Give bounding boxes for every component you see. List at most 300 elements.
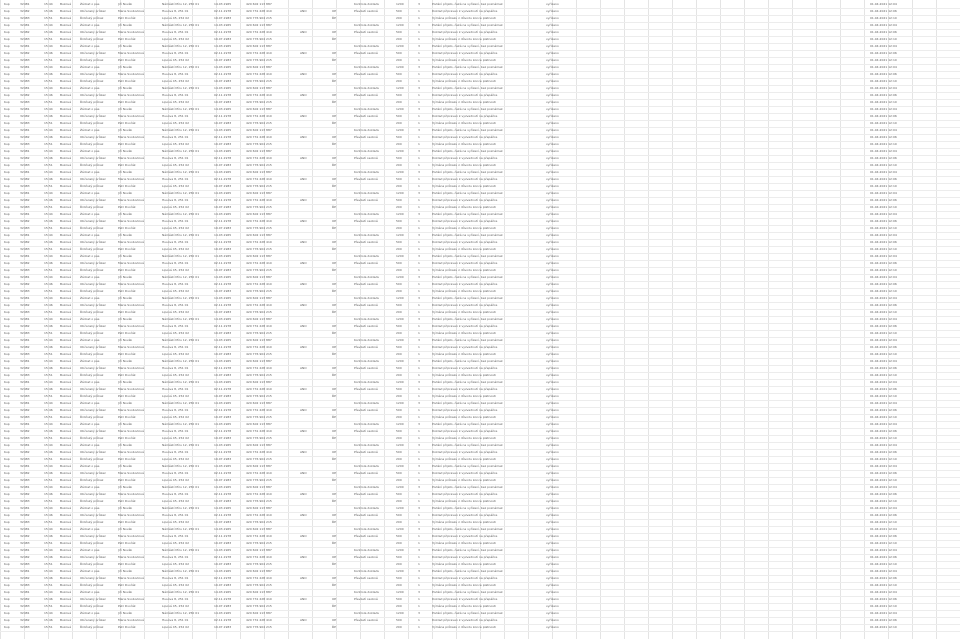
table-cell-tel[interactable]: 420 731 228 410: [246, 471, 272, 475]
table-cell-office[interactable]: Buková: [60, 394, 72, 398]
table-cell-address[interactable]: Lipová 45, 252 02: [162, 268, 190, 272]
table-cell-name[interactable]: Marie Svobodová: [118, 471, 144, 475]
table-cell-type[interactable]: Kup: [4, 233, 10, 237]
table-cell-amount[interactable]: 200: [396, 268, 402, 272]
table-cell-count[interactable]: 3: [418, 485, 420, 489]
table-cell-dob[interactable]: 14.03.1965: [214, 233, 232, 237]
table-cell-memo[interactable]: Doklad připraven k vyzvednutí na přepážce: [432, 240, 498, 244]
table-cell-count[interactable]: 1: [418, 303, 420, 307]
table-cell-note[interactable]: Převzetí osobně: [354, 114, 378, 118]
table-cell-address[interactable]: Náměstí Míru 12, 250 01: [162, 149, 200, 153]
table-cell-dob[interactable]: 19.07.1983: [214, 58, 232, 62]
table-cell-memo[interactable]: Doklad připraven k vyzvednutí na přepážce: [432, 51, 498, 55]
table-cell-count[interactable]: 3: [418, 359, 420, 363]
table-cell-note[interactable]: Převzetí osobně: [354, 408, 378, 412]
table-cell-tel[interactable]: 420 731 228 410: [246, 240, 272, 244]
table-cell-time[interactable]: 15:51: [44, 352, 53, 356]
table-cell-tel[interactable]: 420 731 228 410: [246, 492, 272, 496]
table-cell-time[interactable]: 15:46: [44, 429, 53, 433]
table-cell-office[interactable]: Buková: [60, 254, 72, 258]
table-cell-service[interactable]: Žádost o pas: [80, 44, 100, 48]
table-cell-doc[interactable]: OP: [332, 513, 337, 517]
table-cell-amount[interactable]: 1200: [396, 2, 404, 6]
table-cell-service[interactable]: Žádost o pas: [80, 65, 100, 69]
table-cell-status[interactable]: vyřízeno: [546, 72, 559, 76]
table-cell-amount[interactable]: 200: [396, 583, 402, 587]
table-cell-dob[interactable]: 19.07.1983: [214, 163, 232, 167]
table-cell-id[interactable]: 32483: [20, 79, 30, 83]
table-cell-service[interactable]: Řidičský průkaz: [80, 541, 104, 545]
table-cell-name[interactable]: Petr Dvořák: [118, 436, 136, 440]
table-cell-mark[interactable]: ANO: [300, 555, 307, 559]
table-cell-service[interactable]: Řidičský průkaz: [80, 394, 104, 398]
table-cell-doc[interactable]: OP: [332, 177, 337, 181]
table-cell-office[interactable]: Buková: [60, 324, 72, 328]
table-cell-tel[interactable]: 420 731 228 410: [246, 156, 272, 160]
table-cell-dob[interactable]: 14.03.1965: [214, 338, 232, 342]
table-cell-id[interactable]: 32482: [20, 51, 30, 55]
table-cell-memo[interactable]: Doklad připraven k vyzvednutí na přepážce: [432, 576, 498, 580]
table-cell-service[interactable]: Občanský průkaz: [80, 303, 106, 307]
table-cell-name[interactable]: Jiří Novák: [118, 422, 133, 426]
table-cell-note[interactable]: Kontrola dokladu: [354, 149, 380, 153]
table-cell-status[interactable]: vyřízeno: [546, 331, 559, 335]
table-cell-count[interactable]: 1: [418, 597, 420, 601]
table-cell-amount[interactable]: 200: [396, 625, 402, 629]
table-cell-address[interactable]: Náměstí Míru 12, 250 01: [162, 548, 200, 552]
table-cell-type[interactable]: Kup: [4, 310, 10, 314]
table-cell-note[interactable]: Kontrola dokladu: [354, 380, 380, 384]
table-cell-time[interactable]: 15:44: [44, 359, 53, 363]
table-cell-time[interactable]: 15:44: [44, 485, 53, 489]
table-cell-office[interactable]: Buková: [60, 212, 72, 216]
table-cell-memo[interactable]: Výměna průkazu z důvodu konce platnosti: [432, 436, 496, 440]
table-cell-type[interactable]: Kup: [4, 345, 10, 349]
table-cell-name[interactable]: Jiří Novák: [118, 212, 133, 216]
table-cell-memo[interactable]: Podání přijato, čeká na vyřízení, bez poznámek: [432, 86, 503, 90]
table-cell-status[interactable]: vyřízeno: [546, 23, 559, 27]
table-cell-service[interactable]: Žádost o pas: [80, 254, 100, 258]
table-cell-end[interactable]: 01.04.2021 12:06: [870, 576, 897, 580]
table-cell-tel[interactable]: 420 731 228 410: [246, 198, 272, 202]
table-cell-service[interactable]: Žádost o pas: [80, 86, 100, 90]
table-cell-name[interactable]: Petr Dvořák: [118, 16, 136, 20]
table-cell-time[interactable]: 15:44: [44, 86, 53, 90]
table-cell-tel[interactable]: 420 776 904 215: [246, 415, 272, 419]
table-cell-address[interactable]: Husova 8, 251 01: [162, 576, 189, 580]
table-cell-address[interactable]: Husova 8, 251 01: [162, 261, 189, 265]
table-cell-note[interactable]: Kontrola dokladu: [354, 212, 380, 216]
table-cell-status[interactable]: vyřízeno: [546, 233, 559, 237]
table-cell-note[interactable]: Kontrola dokladu: [354, 569, 380, 573]
table-cell-service[interactable]: Občanský průkaz: [80, 618, 106, 622]
table-cell-type[interactable]: Kup: [4, 51, 10, 55]
table-cell-count[interactable]: 3: [418, 611, 420, 615]
table-cell-count[interactable]: 3: [418, 548, 420, 552]
table-cell-service[interactable]: Občanský průkaz: [80, 198, 106, 202]
table-cell-tel[interactable]: 420 731 228 410: [246, 9, 272, 13]
table-cell-time[interactable]: 15:46: [44, 513, 53, 517]
table-cell-type[interactable]: Kup: [4, 471, 10, 475]
table-cell-service[interactable]: Žádost o pas: [80, 338, 100, 342]
table-cell-type[interactable]: Kup: [4, 359, 10, 363]
table-cell-tel[interactable]: 420 602 113 887: [246, 506, 272, 510]
table-cell-count[interactable]: 1: [418, 534, 420, 538]
table-cell-count[interactable]: 1: [418, 79, 420, 83]
table-cell-doc[interactable]: ŘP: [332, 499, 336, 503]
table-cell-amount[interactable]: 500: [396, 261, 402, 265]
table-cell-end[interactable]: 01.04.2021 12:10: [870, 184, 897, 188]
table-row[interactable]: [0, 583, 960, 588]
table-cell-service[interactable]: Žádost o pas: [80, 380, 100, 384]
table-cell-dob[interactable]: 19.07.1983: [214, 478, 232, 482]
table-row[interactable]: [0, 513, 960, 518]
table-cell-type[interactable]: Kup: [4, 72, 10, 76]
table-cell-service[interactable]: Řidičský průkaz: [80, 79, 104, 83]
table-cell-memo[interactable]: Výměna průkazu z důvodu konce platnosti: [432, 562, 496, 566]
table-cell-office[interactable]: Buková: [60, 611, 72, 615]
table-cell-type[interactable]: Kup: [4, 156, 10, 160]
table-cell-id[interactable]: 32483: [20, 310, 30, 314]
table-cell-doc[interactable]: OP: [332, 450, 337, 454]
table-cell-end[interactable]: 01.04.2021 12:04: [870, 569, 897, 573]
table-cell-memo[interactable]: Výměna průkazu z důvodu konce platnosti: [432, 310, 496, 314]
table-cell-dob[interactable]: 02.11.1978: [214, 156, 232, 160]
table-cell-memo[interactable]: Doklad připraven k vyzvednutí na přepážce: [432, 324, 498, 328]
table-cell-id[interactable]: 32482: [20, 555, 30, 559]
table-cell-type[interactable]: Kup: [4, 492, 10, 496]
table-cell-doc[interactable]: ŘP: [332, 184, 336, 188]
table-cell-tel[interactable]: 420 602 113 887: [246, 275, 272, 279]
table-cell-time[interactable]: 15:44: [44, 317, 53, 321]
table-cell-type[interactable]: Kup: [4, 366, 10, 370]
table-cell-end[interactable]: 01.04.2021 12:04: [870, 422, 897, 426]
table-cell-status[interactable]: vyřízeno: [546, 373, 559, 377]
table-cell-end[interactable]: 01.04.2021 12:04: [870, 170, 897, 174]
table-cell-type[interactable]: Kup: [4, 485, 10, 489]
table-cell-tel[interactable]: 420 602 113 887: [246, 254, 272, 258]
table-cell-id[interactable]: 32483: [20, 583, 30, 587]
table-cell-office[interactable]: Buková: [60, 534, 72, 538]
table-cell-amount[interactable]: 1200: [396, 401, 404, 405]
table-cell-end[interactable]: 01.04.2021 12:06: [870, 240, 897, 244]
table-cell-id[interactable]: 32483: [20, 541, 30, 545]
table-cell-dob[interactable]: 02.11.1978: [214, 219, 232, 223]
table-cell-tel[interactable]: 420 776 904 215: [246, 520, 272, 524]
table-cell-address[interactable]: Náměstí Míru 12, 250 01: [162, 317, 200, 321]
table-cell-id[interactable]: 32481: [20, 569, 30, 573]
table-cell-service[interactable]: Žádost o pas: [80, 128, 100, 132]
table-cell-dob[interactable]: 19.07.1983: [214, 520, 232, 524]
table-cell-end[interactable]: 01.04.2021 12:10: [870, 205, 897, 209]
table-cell-note[interactable]: Kontrola dokladu: [354, 422, 380, 426]
table-cell-id[interactable]: 32483: [20, 163, 30, 167]
table-cell-name[interactable]: Petr Dvořák: [118, 520, 136, 524]
table-cell-memo[interactable]: Výměna průkazu z důvodu konce platnosti: [432, 373, 496, 377]
table-row[interactable]: [0, 149, 960, 154]
table-cell-type[interactable]: Kup: [4, 205, 10, 209]
table-cell-time[interactable]: 15:51: [44, 184, 53, 188]
table-cell-memo[interactable]: Doklad připraven k vyzvednutí na přepážce: [432, 408, 498, 412]
table-cell-count[interactable]: 1: [418, 576, 420, 580]
table-cell-tel[interactable]: 420 602 113 887: [246, 359, 272, 363]
table-cell-note[interactable]: Převzetí osobně: [354, 534, 378, 538]
table-cell-mark[interactable]: ANO: [300, 387, 307, 391]
table-cell-note[interactable]: Kontrola dokladu: [354, 23, 380, 27]
table-cell-dob[interactable]: 19.07.1983: [214, 604, 232, 608]
table-cell-doc[interactable]: ŘP: [332, 247, 336, 251]
table-cell-memo[interactable]: Doklad připraven k vyzvednutí na přepážce: [432, 93, 498, 97]
table-cell-memo[interactable]: Výměna průkazu z důvodu konce platnosti: [432, 121, 496, 125]
table-cell-status[interactable]: vyřízeno: [546, 100, 559, 104]
table-cell-id[interactable]: 32481: [20, 296, 30, 300]
table-cell-name[interactable]: Marie Svobodová: [118, 219, 144, 223]
table-cell-amount[interactable]: 1200: [396, 23, 404, 27]
table-cell-status[interactable]: vyřízeno: [546, 625, 559, 629]
table-cell-count[interactable]: 1: [418, 121, 420, 125]
table-cell-count[interactable]: 3: [418, 380, 420, 384]
table-cell-name[interactable]: Marie Svobodová: [118, 513, 144, 517]
table-cell-tel[interactable]: 420 776 904 215: [246, 163, 272, 167]
table-cell-address[interactable]: Husova 8, 251 01: [162, 513, 189, 517]
table-cell-office[interactable]: Buková: [60, 471, 72, 475]
table-cell-end[interactable]: 01.04.2021 12:10: [870, 37, 897, 41]
table-cell-status[interactable]: vyřízeno: [546, 471, 559, 475]
table-cell-note[interactable]: Kontrola dokladu: [354, 44, 380, 48]
table-cell-status[interactable]: vyřízeno: [546, 128, 559, 132]
table-cell-count[interactable]: 1: [418, 72, 420, 76]
table-cell-memo[interactable]: Podání přijato, čeká na vyřízení, bez poznámek: [432, 611, 503, 615]
table-cell-office[interactable]: Buková: [60, 121, 72, 125]
table-cell-time[interactable]: 15:44: [44, 23, 53, 27]
table-cell-tel[interactable]: 420 776 904 215: [246, 58, 272, 62]
table-cell-doc[interactable]: ŘP: [332, 436, 336, 440]
table-cell-dob[interactable]: 02.11.1978: [214, 51, 232, 55]
table-cell-status[interactable]: vyřízeno: [546, 415, 559, 419]
table-cell-count[interactable]: 3: [418, 2, 420, 6]
table-row[interactable]: [0, 128, 960, 133]
table-cell-doc[interactable]: OP: [332, 135, 337, 139]
table-cell-time[interactable]: 15:44: [44, 401, 53, 405]
table-cell-time[interactable]: 15:46: [44, 261, 53, 265]
table-cell-address[interactable]: Husova 8, 251 01: [162, 135, 189, 139]
table-cell-end[interactable]: 01.04.2021 12:04: [870, 296, 897, 300]
table-cell-office[interactable]: Buková: [60, 303, 72, 307]
table-cell-address[interactable]: Husova 8, 251 01: [162, 51, 189, 55]
table-cell-note[interactable]: Převzetí osobně: [354, 597, 378, 601]
table-cell-dob[interactable]: 14.03.1965: [214, 296, 232, 300]
table-cell-type[interactable]: Kup: [4, 499, 10, 503]
table-cell-memo[interactable]: Výměna průkazu z důvodu konce platnosti: [432, 37, 496, 41]
table-cell-name[interactable]: Jiří Novák: [118, 296, 133, 300]
table-cell-service[interactable]: Žádost o pas: [80, 317, 100, 321]
table-cell-type[interactable]: Kup: [4, 247, 10, 251]
table-cell-type[interactable]: Kup: [4, 338, 10, 342]
table-cell-address[interactable]: Lipová 45, 252 02: [162, 100, 190, 104]
table-cell-name[interactable]: Jiří Novák: [118, 359, 133, 363]
table-cell-service[interactable]: Řidičský průkaz: [80, 100, 104, 104]
table-cell-amount[interactable]: 1200: [396, 212, 404, 216]
table-cell-end[interactable]: 01.04.2021 12:10: [870, 163, 897, 167]
table-cell-name[interactable]: Marie Svobodová: [118, 135, 144, 139]
table-cell-note[interactable]: Převzetí osobně: [354, 471, 378, 475]
table-cell-tel[interactable]: 420 731 228 410: [246, 261, 272, 265]
table-row[interactable]: [0, 219, 960, 224]
table-cell-memo[interactable]: Doklad připraven k vyzvednutí na přepážce: [432, 429, 498, 433]
table-cell-id[interactable]: 32483: [20, 247, 30, 251]
table-cell-count[interactable]: 1: [418, 135, 420, 139]
table-cell-tel[interactable]: 420 776 904 215: [246, 541, 272, 545]
table-cell-id[interactable]: 32483: [20, 457, 30, 461]
table-cell-address[interactable]: Lipová 45, 252 02: [162, 583, 190, 587]
table-cell-amount[interactable]: 200: [396, 352, 402, 356]
table-cell-count[interactable]: 1: [418, 373, 420, 377]
table-cell-address[interactable]: Lipová 45, 252 02: [162, 121, 190, 125]
table-cell-amount[interactable]: 500: [396, 30, 402, 34]
table-row[interactable]: [0, 331, 960, 336]
table-cell-office[interactable]: Buková: [60, 555, 72, 559]
table-cell-type[interactable]: Kup: [4, 2, 10, 6]
table-row[interactable]: [0, 401, 960, 406]
table-cell-amount[interactable]: 200: [396, 520, 402, 524]
table-cell-end[interactable]: 01.04.2021 12:10: [870, 562, 897, 566]
table-cell-memo[interactable]: Podání přijato, čeká na vyřízení, bez poznámek: [432, 191, 503, 195]
table-cell-type[interactable]: Kup: [4, 618, 10, 622]
table-cell-amount[interactable]: 500: [396, 576, 402, 580]
table-cell-count[interactable]: 1: [418, 345, 420, 349]
table-cell-count[interactable]: 3: [418, 107, 420, 111]
table-cell-address[interactable]: Náměstí Míru 12, 250 01: [162, 191, 200, 195]
table-cell-type[interactable]: Kup: [4, 331, 10, 335]
table-cell-dob[interactable]: 14.03.1965: [214, 23, 232, 27]
table-cell-count[interactable]: 1: [418, 352, 420, 356]
table-row[interactable]: [0, 156, 960, 161]
table-cell-name[interactable]: Petr Dvořák: [118, 58, 136, 62]
table-row[interactable]: [0, 520, 960, 525]
table-cell-id[interactable]: 32481: [20, 191, 30, 195]
table-cell-tel[interactable]: 420 731 228 410: [246, 30, 272, 34]
table-cell-memo[interactable]: Podání přijato, čeká na vyřízení, bez poznámek: [432, 233, 503, 237]
table-cell-office[interactable]: Buková: [60, 401, 72, 405]
table-cell-amount[interactable]: 200: [396, 499, 402, 503]
table-cell-status[interactable]: vyřízeno: [546, 478, 559, 482]
table-cell-amount[interactable]: 1200: [396, 128, 404, 132]
table-cell-time[interactable]: 15:51: [44, 58, 53, 62]
table-cell-count[interactable]: 3: [418, 443, 420, 447]
table-row[interactable]: [0, 625, 960, 630]
table-row[interactable]: [0, 450, 960, 455]
table-cell-doc[interactable]: OP: [332, 72, 337, 76]
table-cell-count[interactable]: 1: [418, 51, 420, 55]
table-cell-end[interactable]: 01.04.2021 12:06: [870, 618, 897, 622]
table-cell-tel[interactable]: 420 602 113 887: [246, 212, 272, 216]
table-cell-office[interactable]: Buková: [60, 268, 72, 272]
table-cell-address[interactable]: Lipová 45, 252 02: [162, 478, 190, 482]
table-cell-id[interactable]: 32481: [20, 233, 30, 237]
table-row[interactable]: [0, 30, 960, 35]
table-cell-amount[interactable]: 200: [396, 16, 402, 20]
table-cell-time[interactable]: 15:46: [44, 177, 53, 181]
table-cell-service[interactable]: Občanský průkaz: [80, 114, 106, 118]
table-cell-time[interactable]: 15:46: [44, 240, 53, 244]
table-row[interactable]: [0, 37, 960, 42]
table-cell-memo[interactable]: Podání přijato, čeká na vyřízení, bez poznámek: [432, 275, 503, 279]
table-row[interactable]: [0, 443, 960, 448]
table-cell-name[interactable]: Jiří Novák: [118, 506, 133, 510]
table-cell-amount[interactable]: 500: [396, 198, 402, 202]
table-cell-dob[interactable]: 19.07.1983: [214, 436, 232, 440]
table-row[interactable]: [0, 408, 960, 413]
table-cell-office[interactable]: Buková: [60, 443, 72, 447]
table-cell-memo[interactable]: Výměna průkazu z důvodu konce platnosti: [432, 415, 496, 419]
table-cell-service[interactable]: Občanský průkaz: [80, 135, 106, 139]
table-cell-tel[interactable]: 420 602 113 887: [246, 401, 272, 405]
table-cell-note[interactable]: Kontrola dokladu: [354, 191, 380, 195]
table-cell-status[interactable]: vyřízeno: [546, 506, 559, 510]
table-cell-id[interactable]: 32482: [20, 261, 30, 265]
table-cell-time[interactable]: 15:44: [44, 128, 53, 132]
table-cell-mark[interactable]: ANO: [300, 282, 307, 286]
table-cell-doc[interactable]: OP: [332, 366, 337, 370]
table-cell-dob[interactable]: 19.07.1983: [214, 352, 232, 356]
table-cell-type[interactable]: Kup: [4, 429, 10, 433]
table-cell-end[interactable]: 01.04.2021 12:04: [870, 380, 897, 384]
table-cell-tel[interactable]: 420 731 228 410: [246, 618, 272, 622]
table-cell-tel[interactable]: 420 602 113 887: [246, 149, 272, 153]
table-cell-service[interactable]: Žádost o pas: [80, 23, 100, 27]
table-cell-memo[interactable]: Doklad připraven k vyzvednutí na přepážce: [432, 261, 498, 265]
table-cell-tel[interactable]: 420 776 904 215: [246, 184, 272, 188]
table-cell-mark[interactable]: ANO: [300, 408, 307, 412]
table-cell-time[interactable]: 15:46: [44, 9, 53, 13]
table-cell-dob[interactable]: 14.03.1965: [214, 401, 232, 405]
table-row[interactable]: [0, 492, 960, 497]
table-cell-time[interactable]: 15:44: [44, 2, 53, 6]
table-cell-memo[interactable]: Výměna průkazu z důvodu konce platnosti: [432, 247, 496, 251]
table-cell-note[interactable]: Převzetí osobně: [354, 72, 378, 76]
table-cell-address[interactable]: Náměstí Míru 12, 250 01: [162, 233, 200, 237]
table-cell-address[interactable]: Náměstí Míru 12, 250 01: [162, 380, 200, 384]
table-cell-amount[interactable]: 200: [396, 163, 402, 167]
table-cell-type[interactable]: Kup: [4, 352, 10, 356]
table-cell-end[interactable]: 01.04.2021 12:06: [870, 492, 897, 496]
table-cell-type[interactable]: Kup: [4, 23, 10, 27]
table-cell-time[interactable]: 15:46: [44, 576, 53, 580]
table-cell-name[interactable]: Marie Svobodová: [118, 450, 144, 454]
table-cell-service[interactable]: Žádost o pas: [80, 464, 100, 468]
table-cell-name[interactable]: Jiří Novák: [118, 611, 133, 615]
table-cell-id[interactable]: 32481: [20, 170, 30, 174]
table-cell-tel[interactable]: 420 776 904 215: [246, 16, 272, 20]
table-cell-service[interactable]: Řidičský průkaz: [80, 604, 104, 608]
table-cell-id[interactable]: 32483: [20, 100, 30, 104]
table-cell-status[interactable]: vyřízeno: [546, 436, 559, 440]
table-cell-mark[interactable]: ANO: [300, 135, 307, 139]
table-cell-count[interactable]: 1: [418, 555, 420, 559]
table-cell-type[interactable]: Kup: [4, 30, 10, 34]
table-cell-amount[interactable]: 200: [396, 394, 402, 398]
table-cell-memo[interactable]: Doklad připraven k vyzvednutí na přepážce: [432, 282, 498, 286]
table-cell-dob[interactable]: 19.07.1983: [214, 121, 232, 125]
table-cell-type[interactable]: Kup: [4, 289, 10, 293]
table-cell-amount[interactable]: 1200: [396, 191, 404, 195]
table-cell-id[interactable]: 32483: [20, 16, 30, 20]
table-cell-count[interactable]: 1: [418, 100, 420, 104]
table-cell-service[interactable]: Žádost o pas: [80, 401, 100, 405]
table-cell-id[interactable]: 32482: [20, 93, 30, 97]
table-row[interactable]: [0, 478, 960, 483]
table-cell-memo[interactable]: Podání přijato, čeká na vyřízení, bez poznámek: [432, 359, 503, 363]
